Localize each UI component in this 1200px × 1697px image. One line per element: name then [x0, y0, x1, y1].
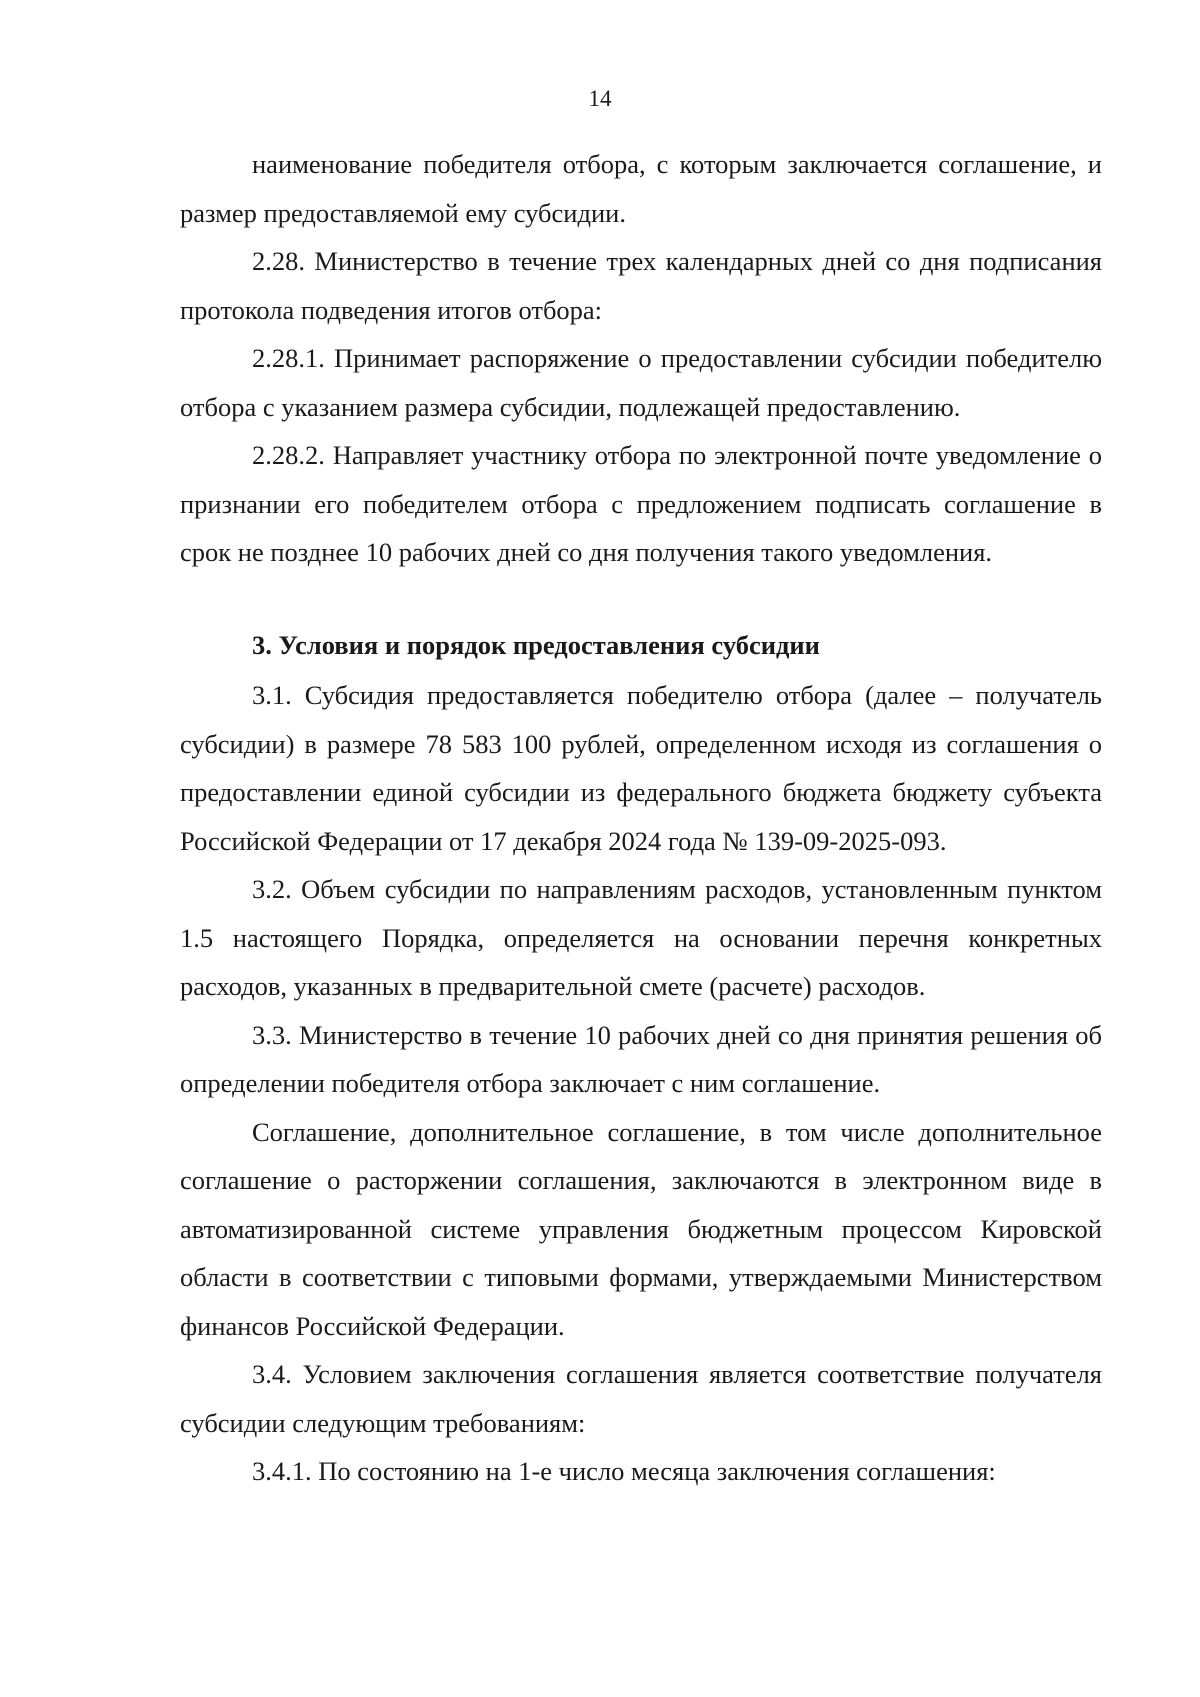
paragraph-3-2: 3.2. Объем субсидии по направлениям расходов, установленным пунктом 1.5 настоящего Порядка, определяется на основании перечня конкретных расходов, указанных в предварительной смете (расчете) расходов. [180, 874, 1102, 1001]
page-number: 14 [588, 86, 612, 111]
paragraph-3-4-1: 3.4.1. По состоянию на 1-е число месяца заключения соглашения: [252, 1456, 996, 1486]
paragraph-winner-name: наименование победителя отбора, с которым заключается соглашение, и размер предоставляемой ему субсидии. [180, 149, 1102, 228]
paragraph-agreement-form: Соглашение, дополнительное соглашение, в том числе дополнительное соглашение о расторжении соглашения, заключаются в электронном виде в автоматизированной системе управления бюджетным процессом Кировской области в соответствии с типовыми формами, утверждаемыми Министерством финансов Российской Федерации. [180, 1116, 1102, 1341]
document-body [180, 140, 1102, 1496]
paragraph-3-3: 3.3. Министерство в течение 10 рабочих дней со дня принятия решения об определении победителя отбора заключает с ним соглашение. [180, 1019, 1102, 1098]
paragraph-2-28-1: 2.28.1. Принимает распоряжение о предоставлении субсидии победителю отбора с указанием размера субсидии, подлежащей предоставлению. [180, 343, 1102, 422]
paragraph-3-1: 3.1. Субсидия предоставляется победителю отбора (далее – получатель субсидии) в размере 78 583 100 рублей, определенном исходя из соглашения о предоставлении единой субсидии из федерального бюджета бюджету субъекта Российской Федерации от 17 декабря 2024 года № 139-09-2025-093. [180, 680, 1102, 856]
section-3-heading: 3. Условия и порядок предоставления субсидии [252, 629, 820, 660]
paragraph-2-28-2: 2.28.2. Направляет участнику отбора по электронной почте уведомление о признании его победителем отбора с предложением подписать соглашение в срок не позднее 10 рабочих дней со дня получения такого уведомления. [180, 440, 1102, 567]
paragraph-3-4: 3.4. Условием заключения соглашения является соответствие получателя субсидии следующим требованиям: [180, 1359, 1102, 1438]
paragraph-2-28: 2.28. Министерство в течение трех календарных дней со дня подписания протокола подведения итогов отбора: [180, 246, 1102, 325]
